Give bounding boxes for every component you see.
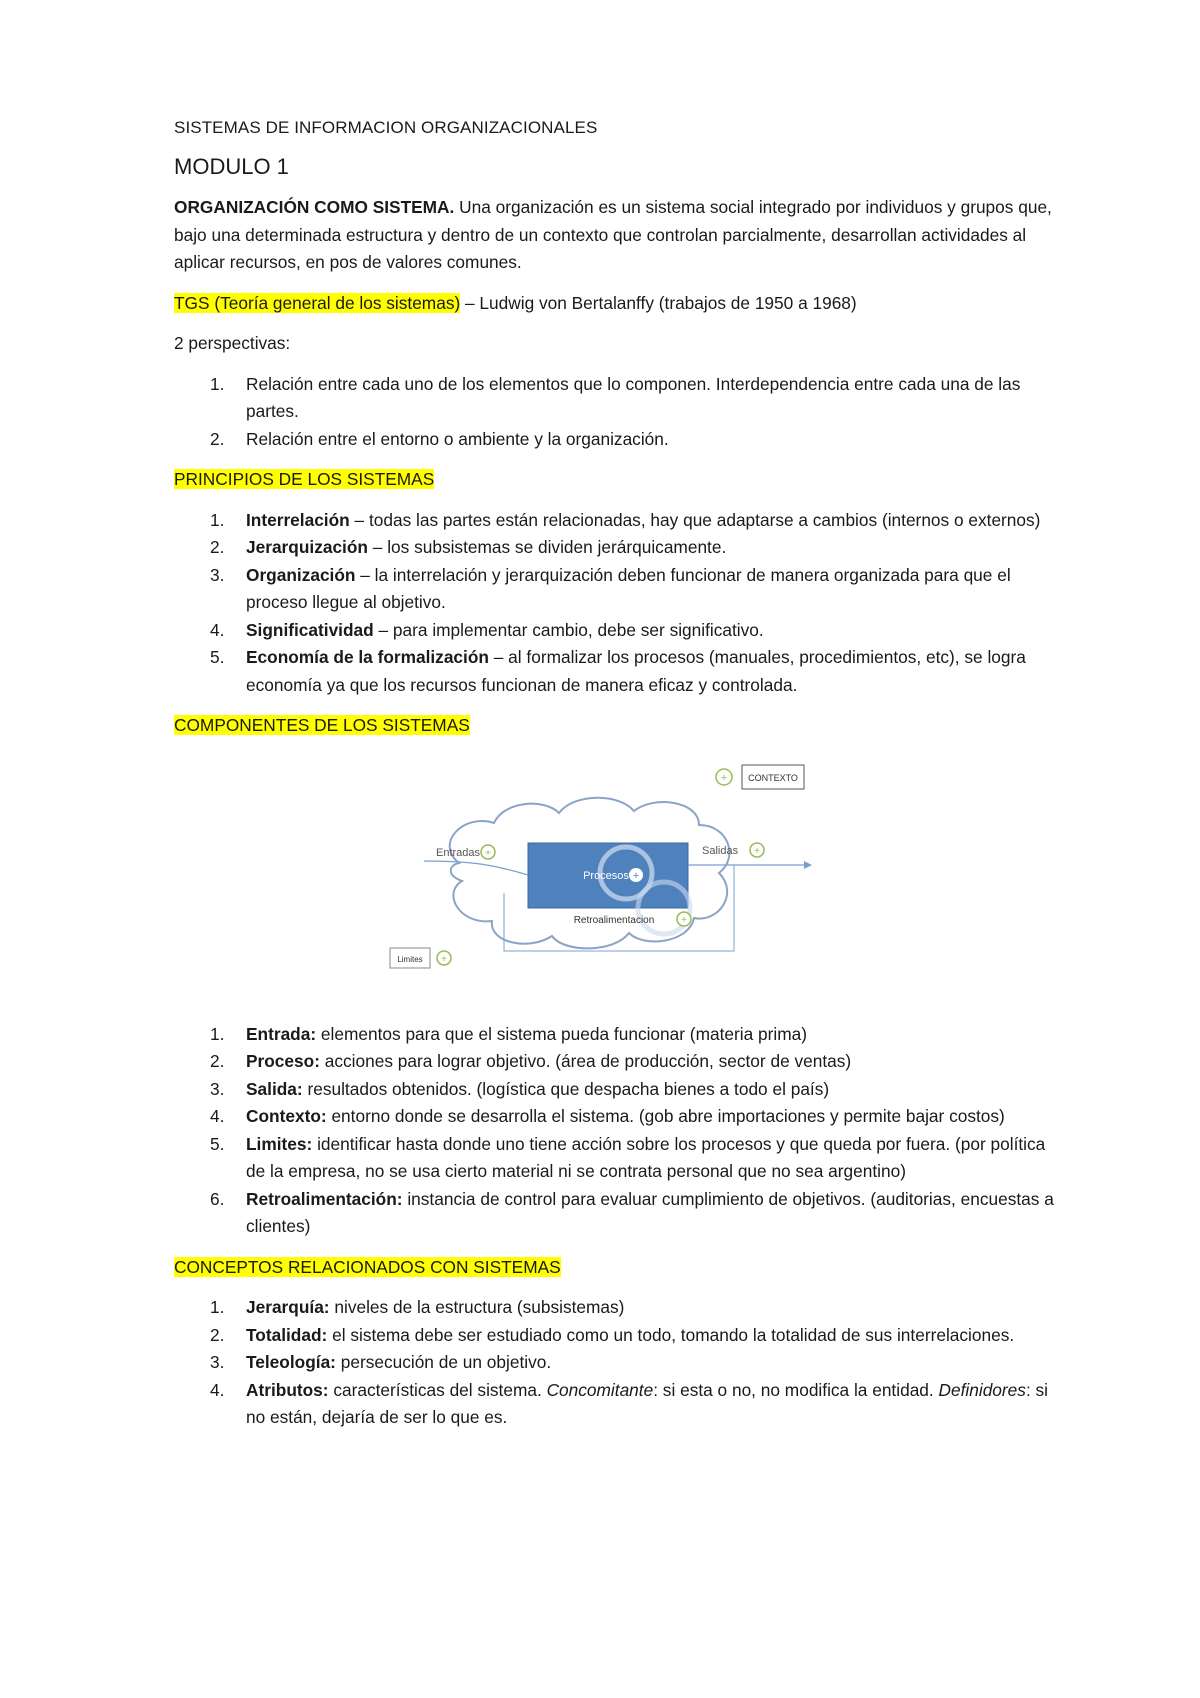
- list-item: 6. Retroalimentación: instancia de control para evaluar cumplimiento de objetivos. (auditorias, encuestas a clientes): [210, 1188, 1054, 1236]
- principios-list: [174, 507, 1054, 700]
- list-item: 4. Significatividad – para implementar cambio, debe ser significativo.: [210, 619, 764, 640]
- list-item: 4. Contexto: entorno donde se desarrolla el sistema. (gob abre importaciones y permite bajar costos): [210, 1106, 1005, 1126]
- tgs-highlight: TGS (Teoría general de los sistemas): [174, 292, 461, 313]
- conceptos-heading: CONCEPTOS RELACIONADOS CON SISTEMAS: [174, 1256, 561, 1277]
- tgs-text: – Ludwig von Bertalanffy (trabajos de 1950 a 1968): [460, 292, 857, 313]
- perspectivas-label: 2 perspectivas:: [174, 333, 291, 353]
- list-item: 3. Salida: resultados obtenidos. (logística que despacha bienes a todo el país): [210, 1078, 830, 1099]
- intro-paragraph: [174, 194, 1054, 277]
- limites-node: [390, 948, 451, 968]
- entradas-label: Entradas: [436, 846, 481, 859]
- componentes-heading: COMPONENTES DE LOS SISTEMAS: [174, 715, 470, 735]
- componentes-list: [174, 1021, 1054, 1241]
- tgs-paragraph: [174, 290, 1054, 318]
- contexto-node: [716, 765, 804, 789]
- list-item: 1. Jerarquía: niveles de la estructura (subsistemas): [210, 1297, 625, 1317]
- list-item: 1. Interrelación – todas las partes están relacionadas, hay que adaptarse a cambios (internos o externos): [210, 509, 1041, 530]
- list-item: 5. Economía de la formalización – al formalizar los procesos (manuales, procedimientos, etc), se logra economía ya que los recursos funcionan de manera eficaz y controlada.: [210, 647, 1026, 695]
- module-heading: MODULO 1: [174, 154, 289, 179]
- contexto-label: CONTEXTO: [748, 772, 798, 783]
- perspectivas-list: [174, 371, 1054, 454]
- list-item: 2. Relación entre el entorno o ambiente y la organización.: [210, 428, 669, 449]
- salidas-label: Salidas: [702, 844, 739, 857]
- svg-text:+: +: [754, 845, 760, 857]
- limites-label: Limites: [397, 954, 423, 964]
- list-item: 5. Limites: identificar hasta donde uno tiene acción sobre los procesos y que queda por fuera. (por política de la empresa, no se usa cierto material ni se contrata personal que no sea argentino): [210, 1133, 1046, 1181]
- list-item: 2. Totalidad: el sistema debe ser estudiado como un todo, tomando la totalidad de sus interrelaciones.: [210, 1324, 1015, 1345]
- intro-term: ORGANIZACIÓN COMO SISTEMA.: [174, 197, 455, 217]
- salidas-node: [688, 843, 812, 869]
- svg-text:+: +: [681, 914, 687, 926]
- list-item: 3. Organización – la interrelación y jerarquización deben funcionar de manera organizada para que el proceso llegue al objetivo.: [210, 564, 1011, 612]
- list-item: 2. Proceso: acciones para lograr objetivo. (área de producción, sector de ventas): [210, 1051, 852, 1071]
- system-diagram-svg: [174, 753, 1054, 1005]
- list-item: 1. Entrada: elementos para que el sistema pueda funcionar (materia prima): [210, 1023, 807, 1044]
- svg-text:+: +: [441, 953, 447, 965]
- list-item: 3. Teleología: persecución de un objetivo.: [210, 1352, 552, 1372]
- principios-heading: PRINCIPIOS DE LOS SISTEMAS: [174, 469, 435, 489]
- svg-text:+: +: [485, 847, 491, 859]
- document-title: SISTEMAS DE INFORMACION ORGANIZACIONALES: [174, 118, 598, 137]
- svg-text:+: +: [632, 869, 640, 882]
- list-item: 2. Jerarquización – los subsistemas se dividen jerárquicamente.: [210, 537, 727, 557]
- intro-text: Una organización es un sistema social integrado por individuos y grupos que, bajo una determinada estructura y dentro de un contexto que controlan parcialmente, desarrollan actividades al aplicar recursos, en pos de valores comunes.: [174, 197, 1052, 272]
- conceptos-list: [174, 1294, 1054, 1432]
- retroalimentacion-label: Retroalimentacion: [573, 914, 655, 926]
- list-item: 1. Relación entre cada uno de los elementos que lo componen. Interdependencia entre cada una de las partes.: [210, 373, 1021, 421]
- svg-text:+: +: [720, 771, 728, 784]
- document-content: [174, 112, 1054, 1445]
- list-item: 4. Atributos: características del sistema. Concomitante: si esta o no, no modifica la entidad. Definidores: si no están, dejaría de ser lo que es.: [210, 1379, 1049, 1427]
- system-diagram: [174, 753, 1054, 1005]
- procesos-label: Procesos: [583, 869, 629, 882]
